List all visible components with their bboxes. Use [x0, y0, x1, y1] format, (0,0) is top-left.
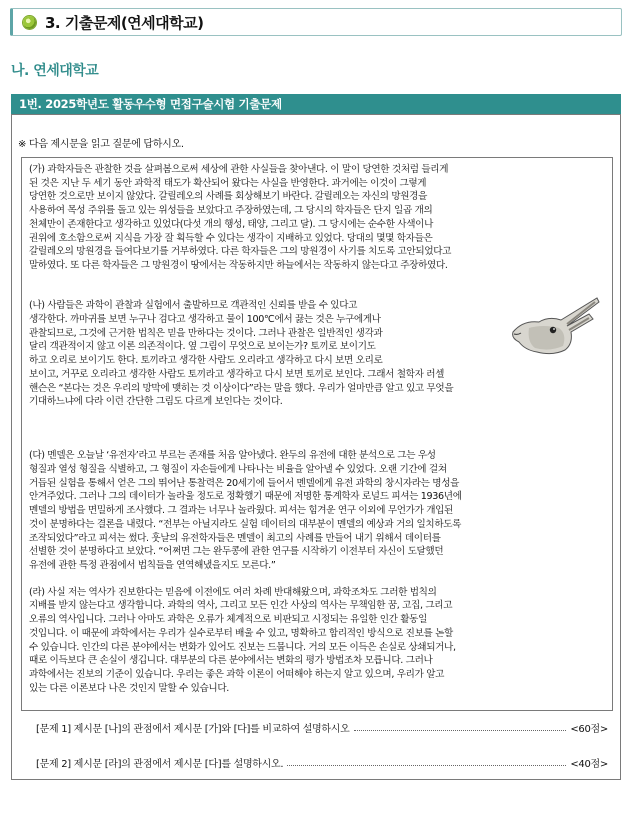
- section-title: 3. 기출문제(연세대학교): [45, 13, 204, 32]
- passage-box: [21, 157, 613, 711]
- leader-dots: [354, 729, 567, 731]
- question-title-bar: 1번. 2025학년도 활동우수형 면접구술시험 기출문제: [11, 94, 621, 114]
- green-dot-icon: [23, 16, 36, 29]
- instruction-text: ※ 다음 제시문을 읽고 질문에 답하시오.: [18, 139, 184, 150]
- problem-2: [36, 755, 608, 770]
- passage-b: (나) 사람들은 과학이 관찰과 실험에서 출발하므로 객관적인 신뢰를 받을 수 있다고 생각한다. 까마귀를 보면 누구나 검다고 생각하고 물이 100℃에서 끓는 것은 누구에게나 관찰되므로, 그것에 근거한 법칙은 믿을 만하다는 것이다. 그러나 관찰은 일반적인 생각과 달리 객관적이지 않고 이론 의존적이다. 옆 그림이 무엇으로 보이는가? 토끼로 보이기도 하고 오리로 보이기도 한다. 토끼라고 생각한 사람도 오리라고 생각하고 다시 보면 오리로 보이고, 거꾸로 오리라고 생각한 사람도 토끼라고 생각하고 다시 보면 토끼로 보인다. 그래서 철학자 러셀 핸슨은 “본다는 것은 우리의 망막에 맺히는 것 이상이다”라는 말을 했다. 우리가 얼마만큼 알고 있고 무엇을 기대하느냐에 다라 이런 간단한 그림도 다르게 보인다는 것이다.: [29, 300, 454, 408]
- problem-2-points: <40점>: [570, 759, 608, 770]
- duck-rabbit-illustration: [509, 294, 601, 356]
- university-subheading: 나. 연세대학교: [11, 63, 99, 79]
- problem-2-label: [문제 2] 제시문 [라]의 관점에서 제시문 [다]를 설명하시오.: [36, 759, 284, 770]
- passage-b-container: [29, 286, 605, 437]
- passage-a: (가) 과학자들은 관찰한 것을 살펴봄으로써 세상에 관한 사실들을 찾아낸다. 이 말이 당연한 것처럼 들리게 된 것은 지난 두 세기 동안 과학적 태도가 확산되어 왔다는 사실을 반영한다. 과거에는 이것이 그렇게 당연한 것으로만 보이지 않았다. 갈릴레오의 사례를 회상해보기 바란다. 갈릴레오는 자신의 망원경을 사용하여 목성 주위를 돌고 있는 위성들을 보았다고 주장하였는데, 그 당시의 학자들은 단지 일곱 개의 천체만이 존재한다고 생각하고 있었다(다섯 개의 행성, 태양, 그리고 달). 그 당시에는 순수한 사색이나 권위에 호소함으로써 지식을 가장 잘 획득할 수 있다는 생각이 지배하고 있었다. 당대의 몇몇 학자들은 갈릴레오의 망원경을 들여다보기를 거부하였다. 다른 학자들은 그의 망원경이 사기를 치도록 고안되었다고 말하였다. 또 다른 학자들은 그 망원경이 땅에서는 작동하지만 하늘에서는 작동하지 않는다고 주장하였다.: [29, 164, 452, 271]
- passage-c: (다) 멘델은 오늘날 ‘유전자’라고 부르는 존재를 처음 알아냈다. 완두의 유전에 대한 분석으로 그는 우성 형질과 열성 형질을 식별하고, 그 형질이 자손들에게 나타나는 비율을 알아낼 수 있었다. 오랜 기간에 걸쳐 거듭된 실험을 통해서 얻은 그의 뛰어난 통찰력은 20세기에 들어서 멘델에게 유전 과학의 창시자라는 명성을 안겨주었다. 그러나 그의 데이터가 놀라울 정도로 정확했기 때문에 저명한 통계학자 로널드 피셔는 1936년에 멘델의 방법을 면밀하게 조사했다. 그 결과는 너무나 놀라웠다. 피셔는 힘겨운 연구 이외에 무언가가 개입된 것이 분명하다는 결론을 내렸다. “전부는 아닐지라도 실험 데이터의 대부분이 멘델의 예상과 거의 일치하도록 조작되었다”라고 피셔는 썼다. 훗날의 유전학자들은 멘델이 최고의 사례를 만들어 내기 위해서 데이터를 선별한 것이 분명하다고 보았다. “어쩌면 그는 완두콩에 관한 연구를 시작하기 이전부터 자신이 도달했던 유전에 관한 특정 관점에서 법칙들을 연역해냈을지도 모른다.”: [29, 450, 462, 571]
- section-header: [10, 8, 622, 36]
- leader-dots: [287, 764, 566, 766]
- problem-1-points: <60점>: [570, 724, 608, 735]
- problem-1: [36, 720, 608, 735]
- problem-1-label: [문제 1] 제시문 [나]의 관점에서 제시문 [가]와 [다]를 비교하여 설명하시오: [36, 724, 350, 735]
- passage-d: (라) 사실 저는 역사가 진보한다는 믿음에 이전에도 여러 차례 반대해왔으며, 과학조차도 그러한 법칙의 지배를 받지 않는다고 생각합니다. 과학의 역사, 그리고 모든 인간 사상의 역사는 무책임한 꿈, 고집, 그리고 오류의 역사입니다. 그러나 아마도 과학은 오류가 체계적으로 비판되고 시정되는 유일한 인간 활동일 것입니다. 이 때문에 과학에서는 우리가 실수로부터 배울 수 있고, 명확하고 합리적인 방식으로 진보를 논할 수 있습니다. 인간의 다른 분야에서는 변화가 있어도 진보는 드뭅니다. 거의 모든 이득은 손실로 상쇄되거나, 때로 이득보다 큰 손실이 생깁니다. 대부분의 다른 분야에서는 변화의 평가 방법조차 모릅니다. 그러나 과학에서는 진보의 기준이 있습니다. 우리는 좋은 과학 이론이 어떠해야 하는지 알고 있으며, 우리가 알고 있는 다른 이론보다 나은 것인지 말할 수 있습니다.: [29, 586, 456, 694]
